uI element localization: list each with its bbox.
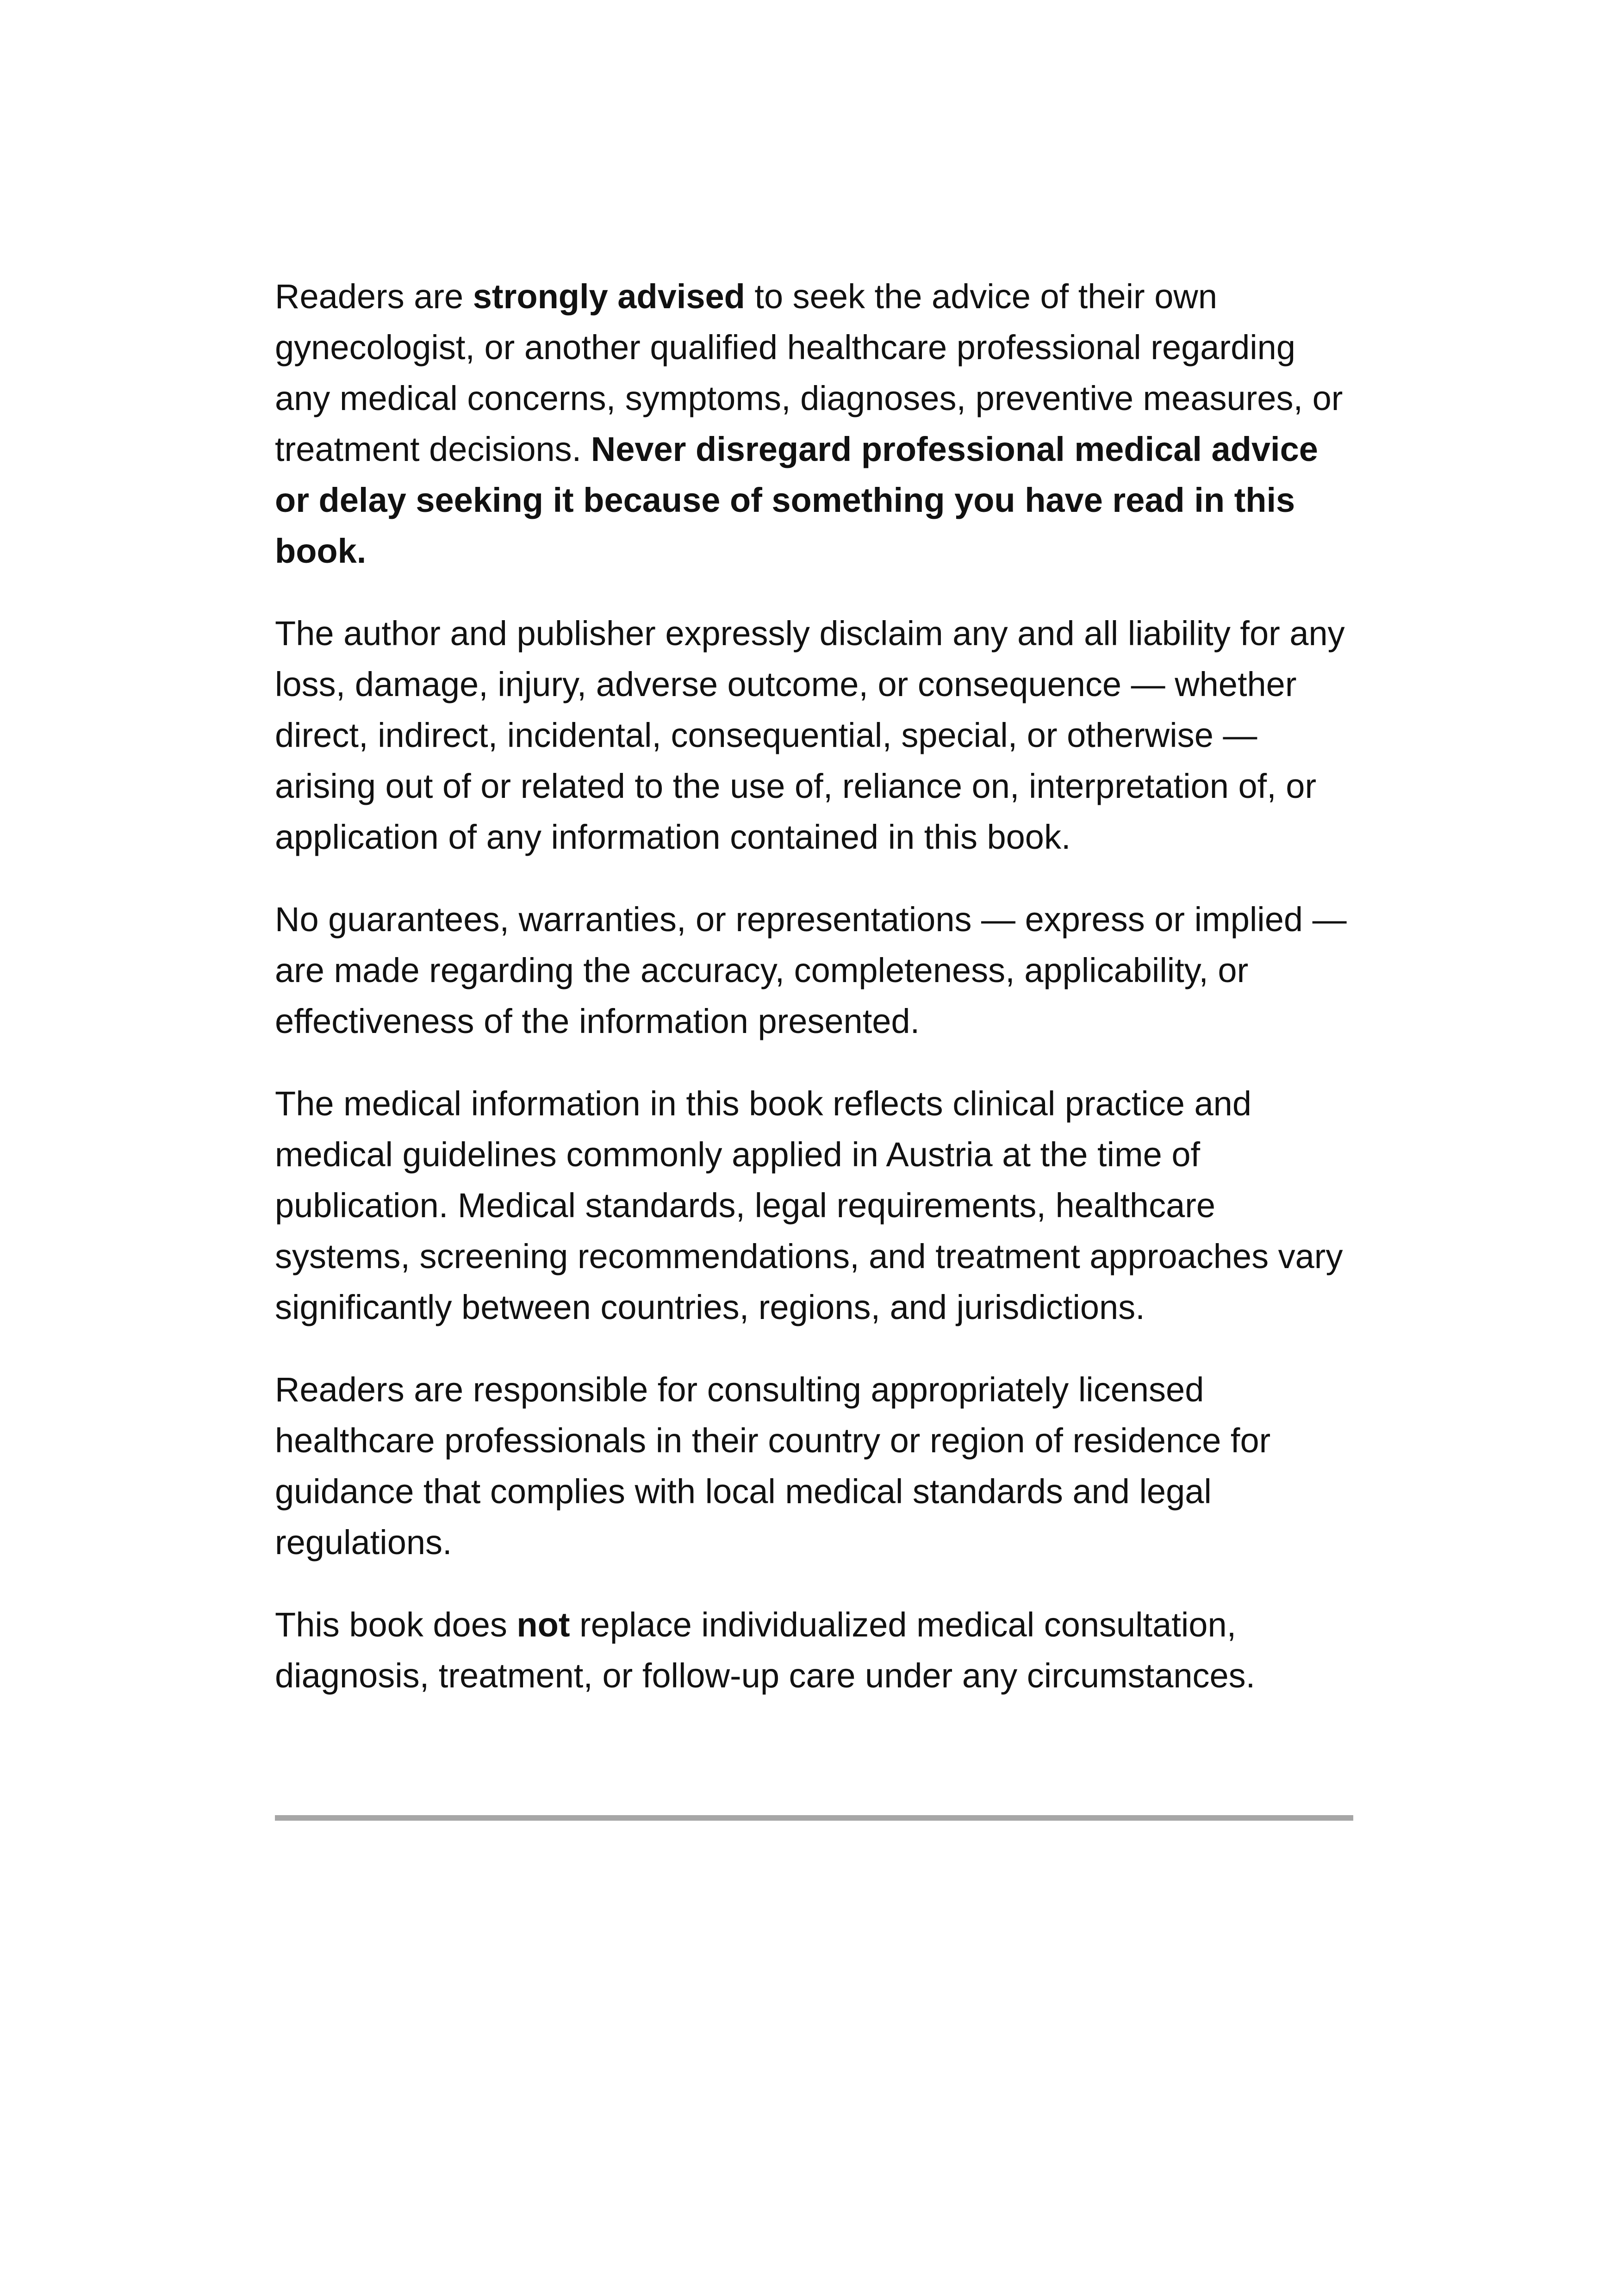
- paragraph-no-guarantees: [275, 894, 1353, 1047]
- horizontal-rule: [275, 1815, 1353, 1821]
- text-segment: replace individualized medical consultation, diagnosis, treatment, or follow-up care under any circumstances.: [275, 1605, 1256, 1695]
- paragraph-austria-standards: [275, 1078, 1353, 1333]
- text-segment: This book does: [275, 1605, 517, 1644]
- text-segment: The medical information in this book reflects clinical practice and medical guidelines commonly applied in Austria at the time of publication. Medical standards, legal requirements, healthcare systems, screening recommendations, and treatment approaches vary significantly between countries, regions, and jurisdictions.: [275, 1084, 1343, 1326]
- paragraph-not-replacement: [275, 1599, 1353, 1701]
- text-segment: Readers are: [275, 277, 473, 316]
- text-segment: Readers are responsible for consulting appropriately licensed healthcare professionals in their country or region of residence for guidance that complies with local medical standards and legal regulations.: [275, 1370, 1271, 1562]
- text-segment: The author and publisher expressly disclaim any and all liability for any loss, damage, injury, adverse outcome, or consequence — whether direct, indirect, incidental, consequential, special, or otherwise —arising out of or related to the use of, reliance on, interpretation of, or application of any information contained in this book.: [275, 614, 1345, 856]
- disclaimer-body: [275, 271, 1353, 1733]
- paragraph-liability: [275, 608, 1353, 863]
- paragraph-reader-responsibility: [275, 1364, 1353, 1568]
- emphasis-strongly-advised: strongly advised: [473, 277, 745, 316]
- text-segment: No guarantees, warranties, or representations — express or implied — are made regarding the accuracy, completeness, applicability, or effectiveness of the information presented.: [275, 900, 1347, 1040]
- paragraph-seek-advice: [275, 271, 1353, 577]
- emphasis-not: not: [517, 1605, 570, 1644]
- text-segment: to seek the advice of their own gynecologist, or another qualified healthcare professional regarding any medical concerns, symptoms, diagnoses, preventive measures, or treatment decisions.: [275, 277, 1343, 468]
- emphasis-never-disregard: Never disregard professional medical advice or delay seeking it because of something you have read in this book.: [275, 430, 1318, 570]
